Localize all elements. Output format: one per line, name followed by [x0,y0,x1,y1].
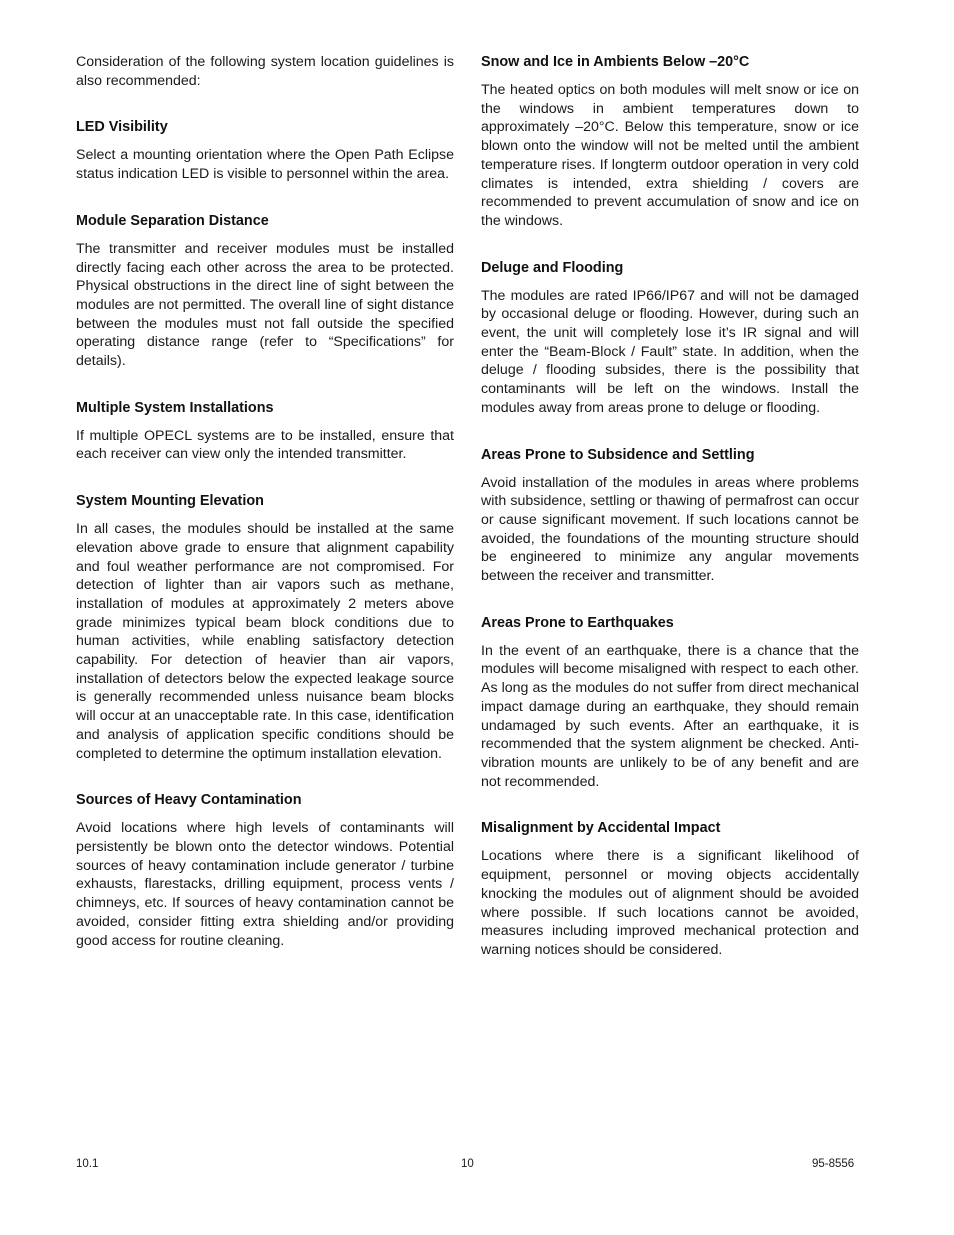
spacer [481,586,859,614]
footer-page-number: 10 [461,1158,474,1170]
section-earthquakes [481,614,859,792]
footer-revision: 10.1 [76,1158,99,1170]
section-body: Select a mounting orientation where the Open Path Eclipse status indication LED is visible to personnel within the area. [76,147,454,183]
intro-paragraph: Consideration of the following system location guidelines is also recommended: [76,54,454,89]
section-body: The transmitter and receiver modules must be installed directly facing each other across the area to be protected. Physical obstructions in the direct line of sight between the modules are not permitted. The overall line of sight distance between the modules must not fall outside the specified operating distance range (refer to “Specifications” for details). [76,240,454,370]
spacer [76,371,454,399]
section-heading: System Mounting Elevation [76,493,264,510]
section-heading: Snow and Ice in Ambients Below –20°C [481,54,750,70]
spacer [76,763,454,791]
section-misalignment-by-accidental-impact [481,819,859,959]
section-deluge-and-flooding [481,259,859,418]
section-body: The heated optics on both modules will melt snow or ice on the windows in ambient temperatures down to approximately –20°C. Below this temperature, snow or ice blown onto the window will not be melted until the ambient temperature rises. If longterm outdoor operation in very cold climates is intended, extra shielding / covers are recommended to prevent accumulation of snow and ice on the windows. [481,82,859,229]
section-system-mounting-elevation [76,492,454,763]
section-body: Avoid installation of the modules in areas where problems with subsidence, settling or thawing of permafrost can occur or cause significant movement. If such locations cannot be avoided, the foundations of the mounting structure should be engineered to minimize any angular movements between the receiver and transmitter. [481,474,859,585]
footer-document-number: 95-8556 [812,1158,855,1170]
section-multiple-system-installations [76,399,454,464]
section-heading: LED Visibility [76,119,168,136]
section-led-visibility [76,118,454,183]
spacer [76,184,454,212]
section-heading: Areas Prone to Subsidence and Settling [481,446,755,463]
section-body: In all cases, the modules should be installed at the same elevation above grade to ensure that alignment capability and foul weather performance are not compromised. For detection of lighter than air vapors such as methane, installation of modules at approximately 2 meters above grade minimizes typical beam block conditions due to human activities, while enabling satisfactory detection capability. For detection of heavier than air vapors, installation of detectors below the expected leakage source is generally recommended unless nuisance beam blocks will occur at an unacceptable rate. In this case, identification and analysis of application specific conditions should be completed to determine the optimum installation elevation. [76,521,454,762]
section-body: Locations where there is a significant likelihood of equipment, personnel or moving objects accidentally knocking the modules out of alignment should be avoided where possible. If such locations cannot be avoided, measures including improved mechanical protection and warning notices should be considered. [481,848,859,958]
section-body: The modules are rated IP66/IP67 and will not be damaged by occasional deluge or flooding. However, during such an event, the unit will completely lose it’s IR signal and will enter the “Beam-Block / Fault” state. In addition, when the deluge / flooding subsides, there is the possibility that contaminants will be left on the windows. Install the modules away from areas prone to deluge or flooding. [481,287,859,416]
section-heading: Sources of Heavy Contamination [76,792,302,809]
section-heading: Multiple System Installations [76,399,274,416]
spacer [76,90,454,118]
section-module-separation-distance [76,212,454,371]
section-sources-of-heavy-contamination [76,791,454,950]
spacer [481,791,859,819]
left-column [76,53,454,950]
spacer [481,418,859,446]
section-body: In the event of an earthquake, there is a chance that the modules will become misaligned with respect to each other. As long as the modules do not suffer from direct mechanical impact damage during an earthquake, they should remain undamaged by such events. After an earthquake, it is recommended that the system alignment be checked. Anti-vibration mounts are unlikely to be of any benefit and are not recommended. [481,642,859,790]
section-body: If multiple OPECL systems are to be installed, ensure that each receiver can view only the intended transmitter. [76,427,454,463]
right-column [481,53,859,960]
section-heading: Module Separation Distance [76,212,269,229]
section-heading: Deluge and Flooding [481,259,624,276]
spacer [76,464,454,492]
spacer [481,231,859,259]
section-subsidence-and-settling [481,446,859,586]
section-snow-and-ice [481,53,859,231]
section-heading: Misalignment by Accidental Impact [481,820,721,837]
section-heading: Areas Prone to Earthquakes [481,614,674,631]
section-body: Avoid locations where high levels of contaminants will persistently be blown onto the detector windows. Potential sources of heavy contamination include generator / turbine exhausts, flarestacks, drilling equipment, process vents / chimneys, etc. If sources of heavy contamination cannot be avoided, consider fitting extra shielding and/or providing good access for routine cleaning. [76,820,454,949]
